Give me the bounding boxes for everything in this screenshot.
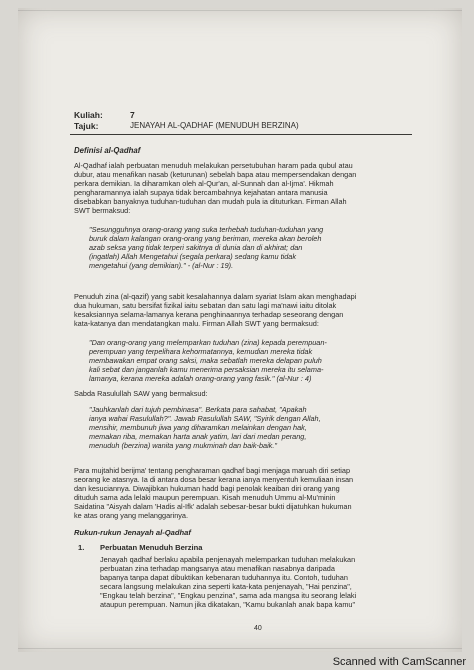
quote-line: "Dan orang-orang yang melemparkan tuduhan (zina) kepada perempuan-: [89, 338, 327, 347]
text-line: Penuduh zina (al-qazif) yang sabit kesalahannya dalam syariat Islam akan menghadapi: [74, 292, 357, 301]
text-line: ke atas orang yang melanggarinya.: [74, 511, 188, 520]
header-rule: [70, 134, 412, 135]
quote-line: "Sesungguhnya orang-orang yang suka terhebah tuduhan-tuduhan yang: [89, 225, 324, 234]
quote-line: membawakan empat orang saksi, maka sebatlah mereka delapan puluh: [89, 356, 322, 365]
text-line: kesaksiannya selama-lamanya kerana penghinaannya terhadap seseorang dengan: [74, 310, 344, 319]
text-line: perkara demikian. Ia diharamkan oleh al-Qur'an, al-Sunnah dan al-Ijma'. Hikmah: [74, 179, 334, 188]
quote-line: kali sebat dan janganlah kamu menerima persaksian mereka itu selama-: [89, 365, 324, 374]
rukun-heading: Rukun-rukun Jenayah al-Qadhaf: [74, 528, 191, 537]
text-line: Al-Qadhaf ialah perbuatan menuduh melakukan persetubuhan haram pada qubul atau: [74, 161, 353, 170]
text-line: kata-katanya dan mendatangkan malu. Firman Allah SWT yang bermaksud:: [74, 319, 319, 328]
kuliah-label: Kuliah:: [74, 110, 103, 120]
camscanner-watermark: Scanned with CamScanner: [332, 656, 466, 668]
text-line: Para mujtahid berijma' tentang pengharaman qadhaf bagi menjaga maruah diri setiap: [74, 466, 351, 475]
text-line: Saidatina "Aisyah dalam 'Hadis al-Ifk' adalah sebesar-besar bukti dijatuhkan hukuman: [74, 502, 352, 511]
text-line: bapanya tanpa dapat dibuktikan kebenaran tuduhannya itu. Contoh, tuduhan: [100, 573, 348, 582]
text-line: "Engkau telah berzina", "Engkau penzina", sama ada mangsa itu seorang lelaki: [100, 591, 357, 600]
tajuk-label: Tajuk:: [74, 121, 99, 131]
quote-line: perempuan yang terpelihara kehormatannya, kemudian mereka tidak: [89, 347, 313, 356]
text-line: ataupun perempuan. Namun jika dikatakan, "Kamu bukanlah anak bapa kamu": [100, 600, 356, 609]
page-number: 40: [254, 625, 262, 632]
scan-edge-line: [18, 648, 462, 649]
text-line: dituduh sama ada lelaki maupun perempuan. Kisah menuduh Ummu al-Mu'minin: [74, 493, 336, 502]
definition-heading: Definisi al-Qadhaf: [74, 146, 141, 155]
quote-line: lamanya, kerana mereka adalah orang-orang yang fasik." (al-Nur : 4): [89, 374, 312, 383]
tajuk-value: JENAYAH AL-QADHAF (MENUDUH BERZINA): [130, 121, 299, 130]
scan-edge-line: [18, 10, 462, 11]
text-line: secara langsung melakukan zina seperti kata-kata penjenayah, "Hai penzina",: [100, 582, 352, 591]
quote-line: "Jauhkanlah dari tujuh pembinasa". Berkata para sahabat, "Apakah: [89, 405, 307, 414]
sub-number: 1.: [78, 543, 85, 552]
kuliah-value: 7: [130, 110, 135, 120]
text-line: pengharamannya ialah supaya tidak bercambahnya kejahatan antara manusia: [74, 188, 328, 197]
quote-line: mengetahui (yang demikian)." - (al-Nur : 19).: [89, 261, 234, 270]
hadith-intro: Sabda Rasulullah SAW yang bermaksud:: [74, 389, 208, 398]
quote-line: memakan riba, memakan harta anak yatim, lari dari medan perang,: [89, 432, 307, 441]
quote-line: azab seksa yang tidak terperi sakitnya di dunia dan di akhirat; dan: [89, 243, 303, 252]
text-line: disebabkan banyaknya tuduhan-tuduhan dan mudah pula ia dituturkan. Firman Allah: [74, 197, 347, 206]
text-line: seorang ke atasnya. Ia di antara dosa besar kerana ianya menyentuh kemuliaan insan: [74, 475, 354, 484]
scanned-page: [18, 8, 462, 652]
text-line: dua hukuman, satu bersifat fizikal iaitu sebatan dan satu lagi ma'nawi iaitu ditolak: [74, 301, 337, 310]
text-line: Jenayah qadhaf berlaku apabila penjenayah melemparkan tuduhan melakukan: [100, 555, 356, 564]
text-line: dubur, atau menafikan nasab (keturunan) sebelah bapa atau mempersendakan dengan: [74, 170, 357, 179]
text-line: dan kesuciannya. Diwajibkan hukuman hadd bagi penolak keaiban diri orang yang: [74, 484, 340, 493]
text-line: SWT bermaksud:: [74, 206, 131, 215]
quote-line: mensihir, membunuh jiwa yang diharamkan melainkan dengan hak,: [89, 423, 307, 432]
quote-line: ianya wahai Rasulullah?". Jawab Rasulullah SAW, "Syirik dengan Allah,: [89, 414, 321, 423]
quote-line: buruk dalam kalangan orang-orang yang beriman, mereka akan beroleh: [89, 234, 322, 243]
quote-line: (ingatlah) Allah Mengetahui (segala perkara) sedang kamu tidak: [89, 252, 296, 261]
sub-heading: Perbuatan Menuduh Berzina: [100, 543, 203, 552]
quote-line: menuduh (berzina) wanita yang mukminah dan baik-baik.": [89, 441, 277, 450]
text-line: perbuatan zina terhadap mangsanya atau menafikan nasabnya daripada: [100, 564, 335, 573]
